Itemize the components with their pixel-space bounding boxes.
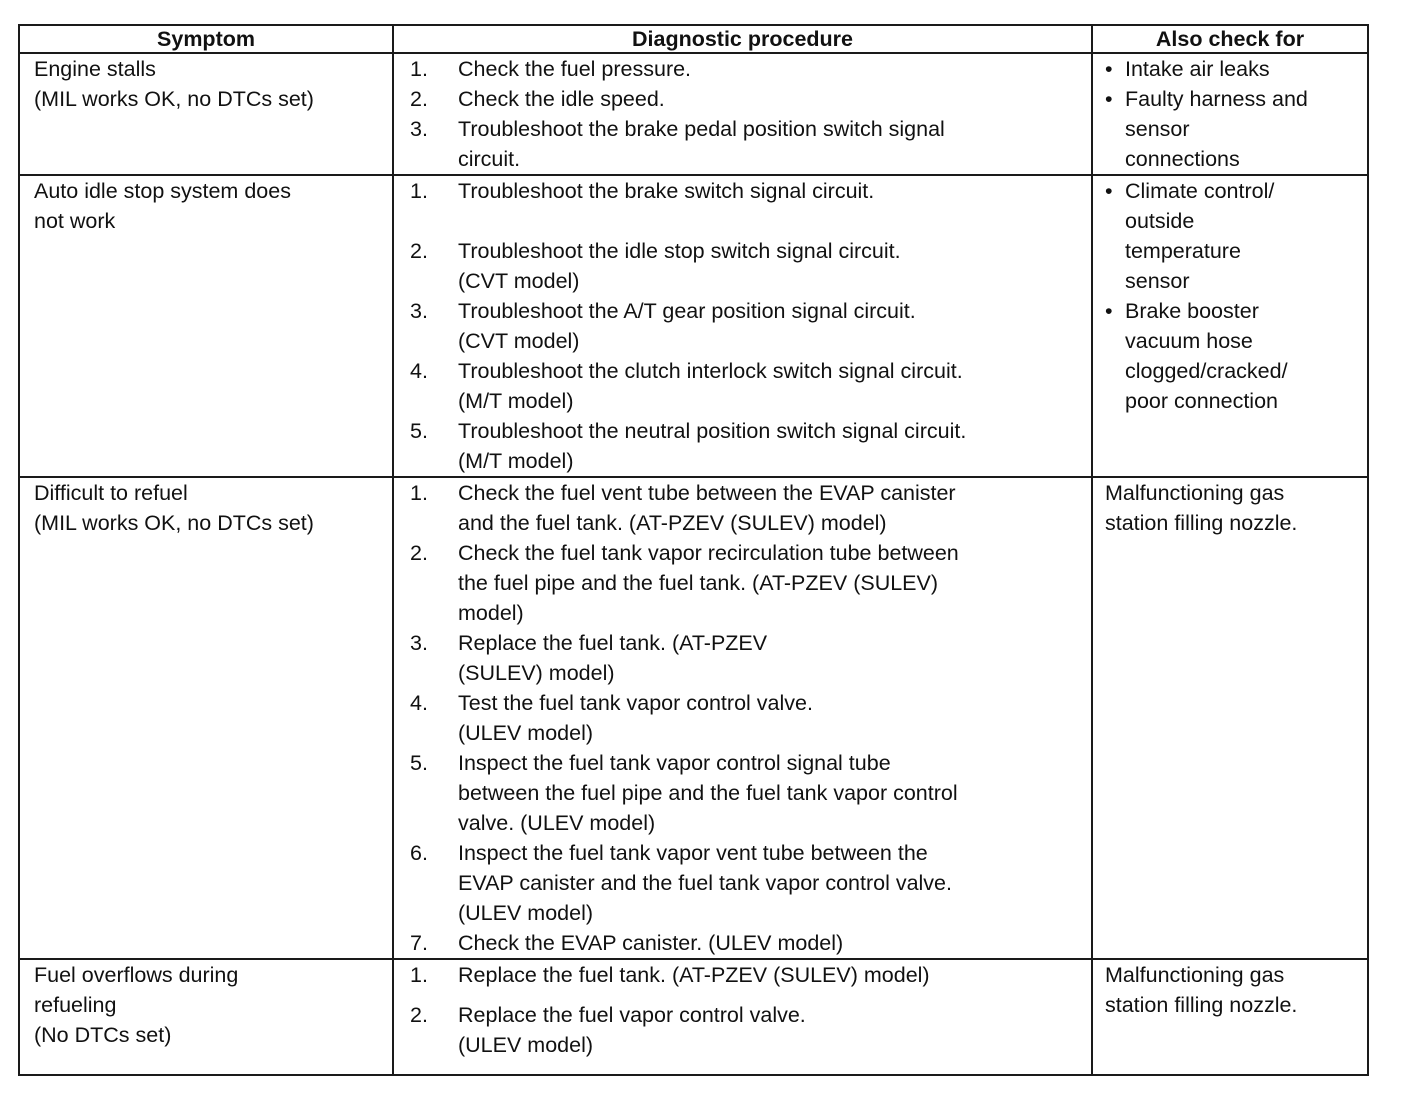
step-number: 1. xyxy=(410,179,428,203)
also-check-list xyxy=(1105,176,1361,416)
procedure-cell xyxy=(393,53,1092,175)
step-text: Check the fuel tank vapor recirculation tube between xyxy=(458,541,959,565)
procedure-step xyxy=(410,478,1087,538)
header-row xyxy=(19,25,1368,53)
symptom-cell xyxy=(19,175,393,477)
step-text: Replace the fuel tank. (AT-PZEV xyxy=(458,631,768,655)
step-text: Check the fuel pressure. xyxy=(458,57,692,81)
symptom-line: Engine stalls xyxy=(34,57,156,81)
step-number: 2. xyxy=(410,1003,428,1027)
procedure-step xyxy=(410,1000,1087,1060)
procedure-step xyxy=(410,296,1087,356)
also-check-text: station filling nozzle. xyxy=(1105,511,1298,535)
symptom-line: not work xyxy=(34,209,116,233)
header-symptom: Symptom xyxy=(19,25,393,53)
procedure-step xyxy=(410,960,1087,990)
symptom-line: (MIL works OK, no DTCs set) xyxy=(34,511,314,535)
step-text: Inspect the fuel tank vapor control signal tube xyxy=(458,751,891,775)
procedure-cell xyxy=(393,175,1092,477)
table-row xyxy=(19,477,1368,959)
step-number: 3. xyxy=(410,631,428,655)
also-check-text: Intake air leaks xyxy=(1125,57,1270,81)
table-row xyxy=(19,53,1368,175)
step-text: circuit. xyxy=(458,147,521,171)
procedure-step xyxy=(410,236,1087,296)
symptom-cell xyxy=(19,477,393,959)
step-number: 6. xyxy=(410,841,428,865)
procedure-steps xyxy=(410,176,1087,476)
step-number: 4. xyxy=(410,691,428,715)
procedure-step xyxy=(410,748,1087,838)
symptom-cell xyxy=(19,53,393,175)
also-check-list xyxy=(1105,54,1361,174)
step-text: (CVT model) xyxy=(458,329,580,353)
step-number: 1. xyxy=(410,57,428,81)
step-text: Troubleshoot the clutch interlock switch signal circuit. xyxy=(458,359,963,383)
also-check-cell xyxy=(1092,477,1368,959)
procedure-step xyxy=(410,928,1087,958)
also-check-item xyxy=(1105,84,1361,174)
step-text: model) xyxy=(458,601,524,625)
also-check-text: station filling nozzle. xyxy=(1105,993,1298,1017)
step-number: 7. xyxy=(410,931,428,955)
step-text: (ULEV model) xyxy=(458,901,594,925)
step-text: Troubleshoot the neutral position switch signal circuit. xyxy=(458,419,967,443)
step-number: 3. xyxy=(410,117,428,141)
also-check-cell xyxy=(1092,53,1368,175)
also-check-cell xyxy=(1092,175,1368,477)
symptom-line: Auto idle stop system does xyxy=(34,179,291,203)
header-also-check-for: Also check for xyxy=(1092,25,1368,53)
procedure-step xyxy=(410,628,1087,688)
step-text: valve. (ULEV model) xyxy=(458,811,656,835)
step-text: (ULEV model) xyxy=(458,721,594,745)
procedure-cell xyxy=(393,959,1092,1075)
step-text: (M/T model) xyxy=(458,389,574,413)
procedure-step xyxy=(410,176,1087,206)
step-number: 2. xyxy=(410,541,428,565)
also-check-item xyxy=(1105,296,1361,416)
also-check-text: temperature xyxy=(1125,239,1241,263)
procedure-step xyxy=(410,54,1087,84)
step-number: 2. xyxy=(410,239,428,263)
step-number: 1. xyxy=(410,963,428,987)
symptom-line: Difficult to refuel xyxy=(34,481,188,505)
step-text: Test the fuel tank vapor control valve. xyxy=(458,691,813,715)
procedure-step xyxy=(410,416,1087,476)
step-text: between the fuel pipe and the fuel tank vapor control xyxy=(458,781,958,805)
step-number: 3. xyxy=(410,299,428,323)
also-check-text: sensor xyxy=(1125,269,1190,293)
symptom-line: Fuel overflows during xyxy=(34,963,239,987)
step-text: the fuel pipe and the fuel tank. (AT-PZEV (SULEV) xyxy=(458,571,939,595)
step-number: 1. xyxy=(410,481,428,505)
also-check-item xyxy=(1105,54,1361,84)
also-check-text: poor connection xyxy=(1125,389,1278,413)
step-text: Check the idle speed. xyxy=(458,87,665,111)
step-text: Troubleshoot the idle stop switch signal circuit. xyxy=(458,239,901,263)
diagnostic-table xyxy=(18,24,1369,1076)
step-text: (CVT model) xyxy=(458,269,580,293)
step-text: (SULEV) model) xyxy=(458,661,615,685)
procedure-steps xyxy=(410,478,1087,958)
procedure-steps xyxy=(410,54,1087,174)
also-check-text: connections xyxy=(1125,147,1240,171)
procedure-step xyxy=(410,114,1087,174)
also-check-text: vacuum hose xyxy=(1125,329,1253,353)
step-text: and the fuel tank. (AT-PZEV (SULEV) model) xyxy=(458,511,887,535)
also-check-item xyxy=(1105,176,1361,296)
procedure-step xyxy=(410,838,1087,928)
symptom-line: refueling xyxy=(34,993,117,1017)
also-check-text: Malfunctioning gas xyxy=(1105,963,1285,987)
table-row xyxy=(19,175,1368,477)
step-text: Replace the fuel tank. (AT-PZEV (SULEV) model) xyxy=(458,963,930,987)
also-check-text: outside xyxy=(1125,209,1195,233)
also-check-text: Climate control/ xyxy=(1125,179,1275,203)
step-text: Troubleshoot the brake pedal position switch signal xyxy=(458,117,945,141)
procedure-step xyxy=(410,356,1087,416)
step-number: 5. xyxy=(410,419,428,443)
step-text: Check the fuel vent tube between the EVAP canister xyxy=(458,481,956,505)
step-text: EVAP canister and the fuel tank vapor control valve. xyxy=(458,871,952,895)
bullet: • xyxy=(1105,87,1113,111)
procedure-step xyxy=(410,538,1087,628)
symptom-cell xyxy=(19,959,393,1075)
symptom-line: (MIL works OK, no DTCs set) xyxy=(34,87,314,111)
header-diagnostic-procedure: Diagnostic procedure xyxy=(393,25,1092,53)
also-check-text: Brake booster xyxy=(1125,299,1259,323)
step-text: (ULEV model) xyxy=(458,1033,594,1057)
procedure-steps xyxy=(410,960,1087,1060)
also-check-text: Faulty harness and xyxy=(1125,87,1308,111)
step-number: 2. xyxy=(410,87,428,111)
also-check-text: Malfunctioning gas xyxy=(1105,481,1285,505)
bullet: • xyxy=(1105,299,1113,323)
table-row xyxy=(19,959,1368,1075)
step-number: 4. xyxy=(410,359,428,383)
step-text: Troubleshoot the brake switch signal circuit. xyxy=(458,179,875,203)
procedure-step xyxy=(410,84,1087,114)
step-text: Troubleshoot the A/T gear position signal circuit. xyxy=(458,299,916,323)
bullet: • xyxy=(1105,179,1113,203)
also-check-text: sensor xyxy=(1125,117,1190,141)
step-text: Replace the fuel vapor control valve. xyxy=(458,1003,806,1027)
also-check-text: clogged/cracked/ xyxy=(1125,359,1288,383)
step-number: 5. xyxy=(410,751,428,775)
step-text: Check the EVAP canister. (ULEV model) xyxy=(458,931,844,955)
also-check-cell xyxy=(1092,959,1368,1075)
step-text: Inspect the fuel tank vapor vent tube between the xyxy=(458,841,928,865)
procedure-step xyxy=(410,688,1087,748)
bullet: • xyxy=(1105,57,1113,81)
symptom-line: (No DTCs set) xyxy=(34,1023,172,1047)
procedure-cell xyxy=(393,477,1092,959)
step-text: (M/T model) xyxy=(458,449,574,473)
